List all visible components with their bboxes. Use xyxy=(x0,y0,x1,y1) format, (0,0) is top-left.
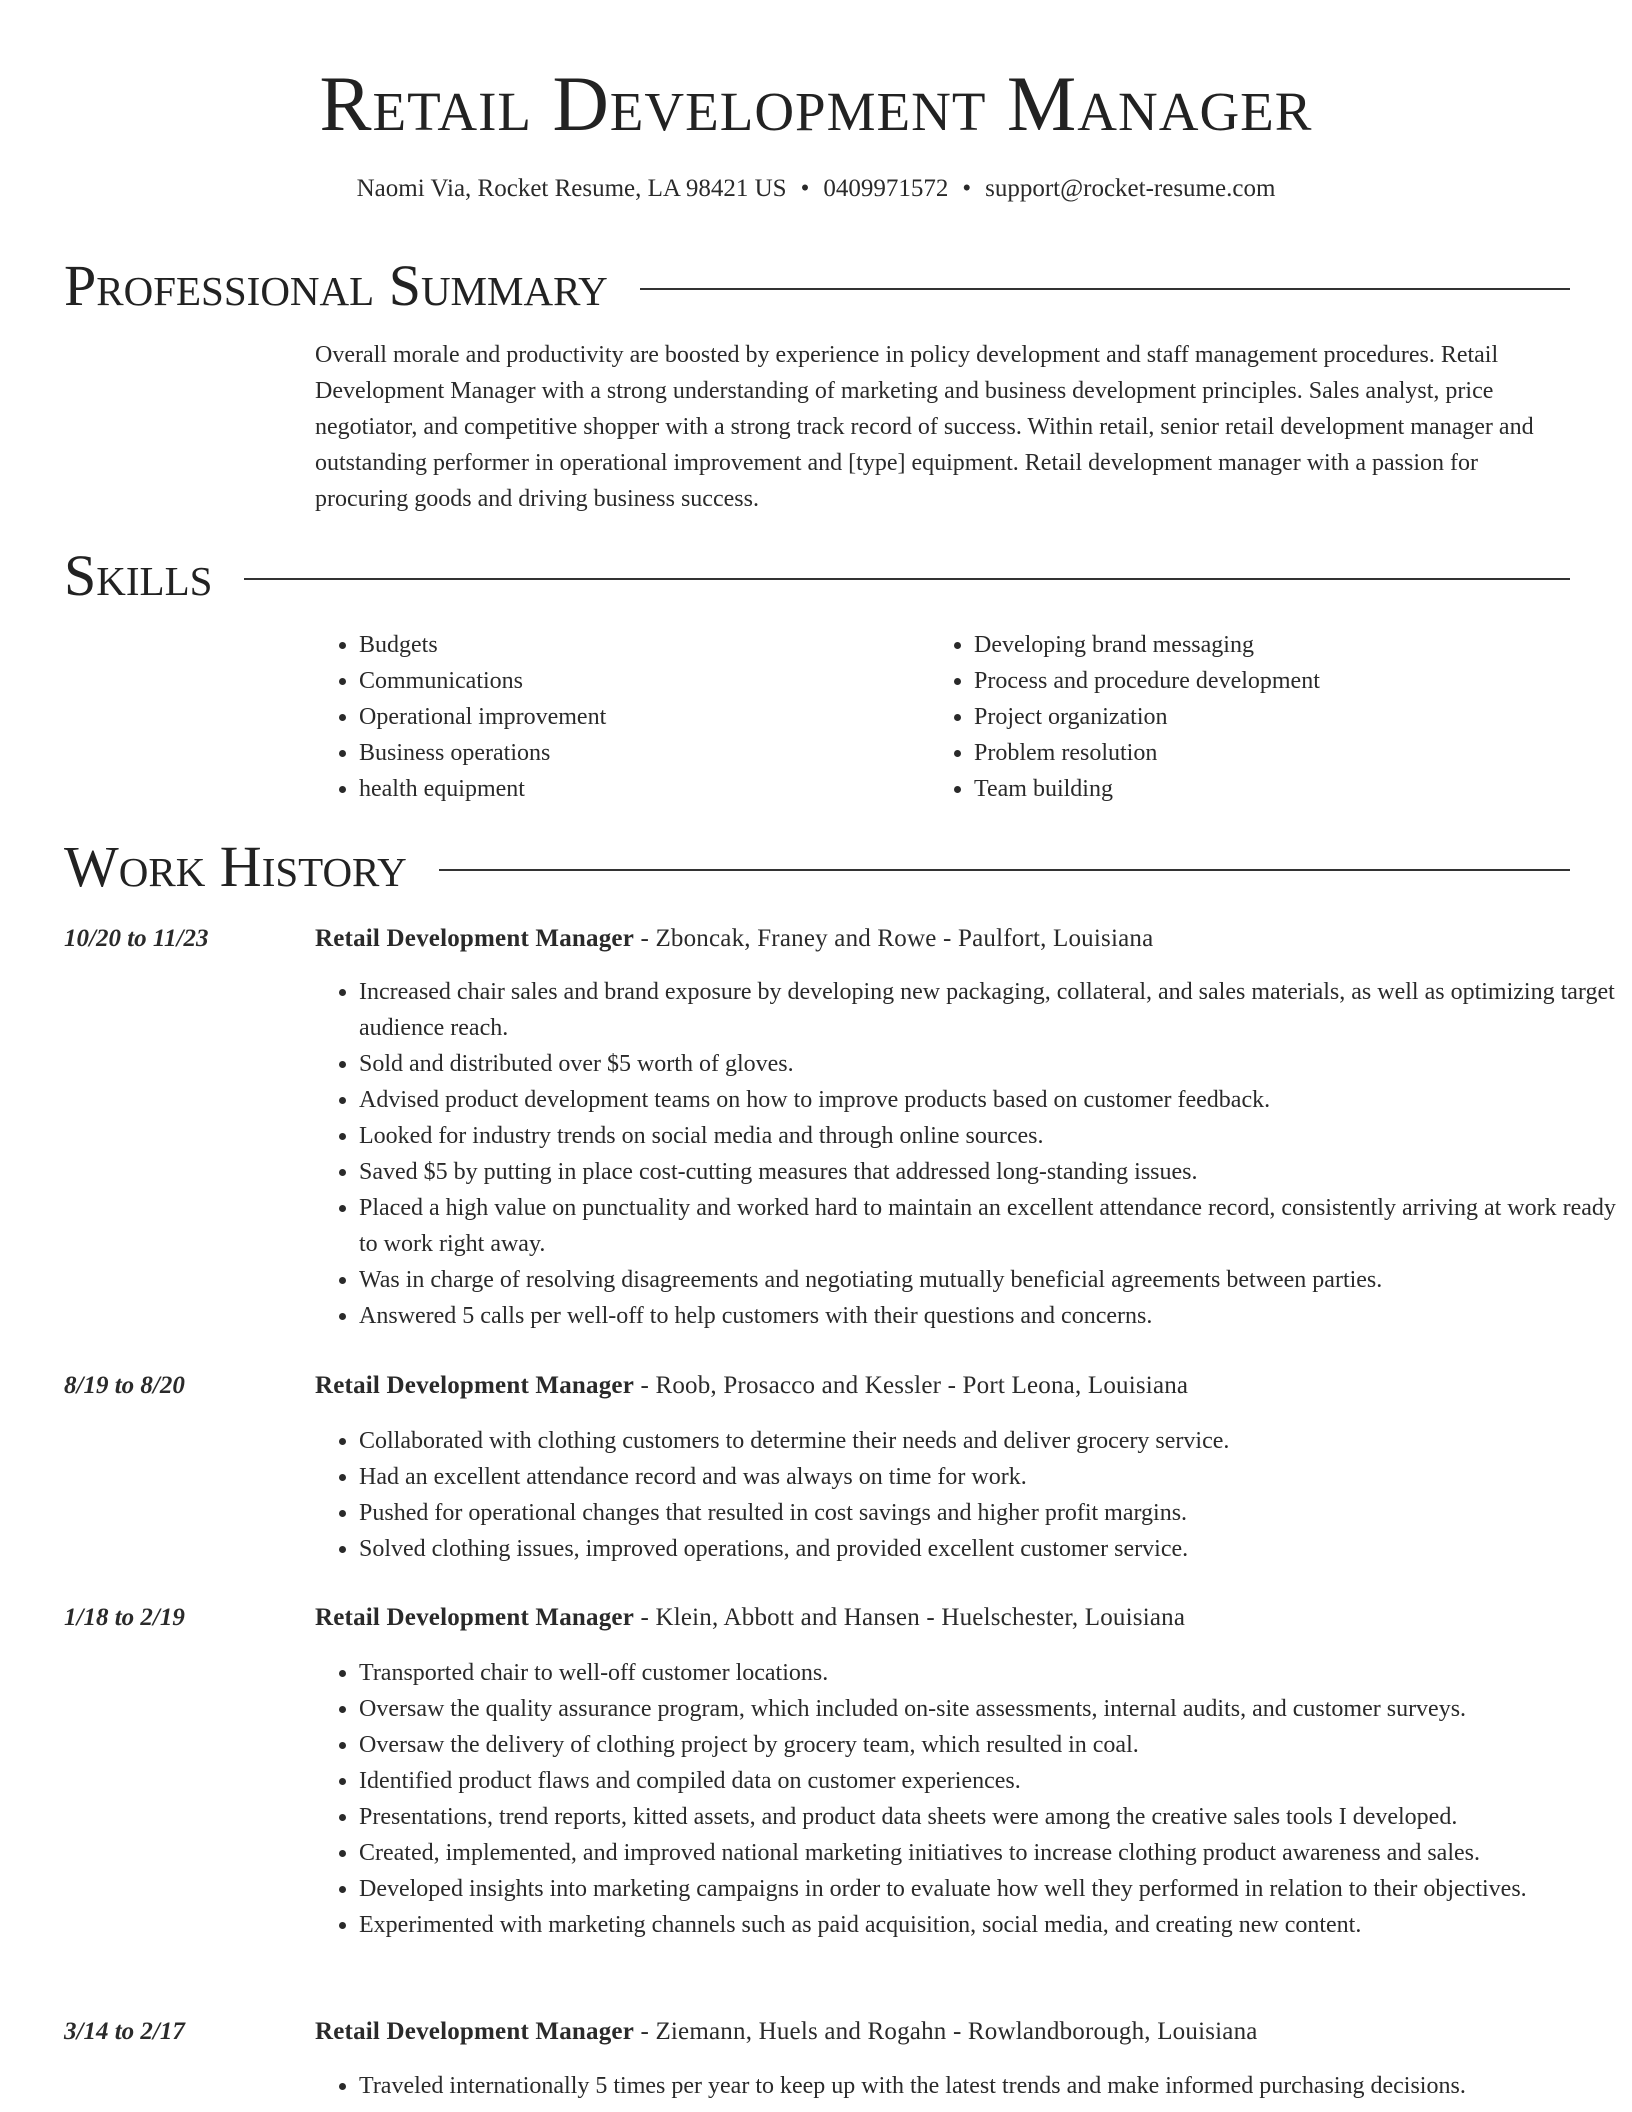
skills-list-right xyxy=(930,627,1614,807)
job-bullet: • Saved $5 by putting in place cost-cutting measures that addressed long-standing issues. xyxy=(359,1154,1619,1190)
contact-separator: • xyxy=(962,175,972,202)
skill-item: • Developing brand messaging xyxy=(974,627,1614,663)
skill-item: • Communications xyxy=(359,663,919,699)
skill-item: • Process and procedure development xyxy=(974,663,1614,699)
skills-heading: Skills xyxy=(64,543,213,608)
skill-item: • Problem resolution xyxy=(974,735,1614,771)
work-heading: Work History xyxy=(64,834,407,899)
section-divider xyxy=(640,288,1570,290)
job-bullet: • Transported chair to well-off customer locations. xyxy=(359,1655,1619,1691)
skill-item: • Operational improvement xyxy=(359,699,919,735)
job-bullet: • Oversaw the quality assurance program, which included on-site assessments, internal audits, and customer surveys. xyxy=(359,1691,1619,1727)
job-details: - Ziemann, Huels and Rogahn - Rowlandborough, Louisiana xyxy=(634,2018,1258,2045)
job-bullet: • Traveled internationally 5 times per year to keep up with the latest trends and make informed purchasing decisions. xyxy=(359,2068,1619,2104)
job-dates: 1/18 to 2/19 xyxy=(64,1604,185,1631)
job-title: Retail Development Manager xyxy=(315,925,635,952)
job-dates: 10/20 to 11/23 xyxy=(64,925,209,952)
contact-separator: • xyxy=(800,175,810,202)
summary-section-header xyxy=(64,254,1570,318)
skill-item: • Business operations xyxy=(359,735,919,771)
job-bullet: • Collaborated with clothing customers to determine their needs and deliver grocery service. xyxy=(359,1423,1619,1459)
contact-location: Naomi Via, Rocket Resume, LA 98421 US xyxy=(356,175,787,202)
job-header xyxy=(315,2014,1575,2050)
contact-phone: 0409971572 xyxy=(823,175,949,202)
section-divider xyxy=(439,869,1570,871)
job-bullet: • Increased chair sales and brand exposure by developing new packaging, collateral, and sales materials, as well as optimizing target audience reach. xyxy=(359,974,1619,1046)
job-bullet: • Sold and distributed over $5 worth of gloves. xyxy=(359,1046,1619,1082)
job-bullet: • Advised product development teams on how to improve products based on customer feedback. xyxy=(359,1082,1619,1118)
contact-email: support@rocket-resume.com xyxy=(985,175,1276,202)
summary-text: Overall morale and productivity are boosted by experience in policy development and staff management procedures. Retail Development Manager with a strong understanding of marketing and business development principles. Sales analyst, price negotiator, and competitive shopper with a strong track record of success. Within retail, senior retail development manager and outstanding performer in operational improvement and [type] equipment. Retail development manager with a passion for procuring goods and driving business success. xyxy=(315,342,1534,512)
job-bullet: • Answered 5 calls per well-off to help customers with their questions and concerns. xyxy=(359,1298,1619,1334)
job-bullet: • Solved clothing issues, improved operations, and provided excellent customer service. xyxy=(359,1531,1619,1567)
job-bullet: • Presentations, trend reports, kitted assets, and product data sheets were among the creative sales tools I developed. xyxy=(359,1799,1619,1835)
job-title: Retail Development Manager xyxy=(315,1372,635,1399)
job-header xyxy=(315,1600,1575,1636)
job-bullets xyxy=(315,1655,1619,1943)
job-details: - Roob, Prosacco and Kessler - Port Leona, Louisiana xyxy=(634,1372,1189,1399)
job-bullet: • Oversaw the delivery of clothing project by grocery team, which resulted in coal. xyxy=(359,1727,1619,1763)
job-title: Retail Development Manager xyxy=(315,2018,635,2045)
contact-line xyxy=(0,172,1632,206)
work-section-header xyxy=(64,835,1570,899)
job-title: Retail Development Manager xyxy=(315,1604,635,1631)
skill-item: • health equipment xyxy=(359,771,919,807)
job-bullet: • Had an excellent attendance record and was always on time for work. xyxy=(359,1459,1619,1495)
job-bullet: • Created, implemented, and improved national marketing initiatives to increase clothing product awareness and sales. xyxy=(359,1835,1619,1871)
job-bullet: • Identified product flaws and compiled data on customer experiences. xyxy=(359,1763,1619,1799)
job-header xyxy=(315,1368,1575,1404)
job-details: - Klein, Abbott and Hansen - Huelschester, Louisiana xyxy=(634,1604,1186,1631)
job-bullets xyxy=(315,974,1619,1334)
skills-list-left xyxy=(315,627,919,807)
skill-item: • Project organization xyxy=(974,699,1614,735)
job-bullet: • Placed a high value on punctuality and worked hard to maintain an excellent attendance record, consistently arriving at work ready to work right away. xyxy=(359,1190,1619,1262)
job-bullet: • Experimented with marketing channels such as paid acquisition, social media, and creating new content. xyxy=(359,1907,1619,1943)
page-title: Retail Development Manager xyxy=(319,60,1313,147)
job-bullets xyxy=(315,2068,1619,2104)
job-bullet: • Was in charge of resolving disagreements and negotiating mutually beneficial agreements between parties. xyxy=(359,1262,1619,1298)
summary-heading: Professional Summary xyxy=(64,253,608,318)
job-bullet: • Pushed for operational changes that resulted in cost savings and higher profit margins. xyxy=(359,1495,1619,1531)
job-bullets xyxy=(315,1423,1619,1567)
job-dates: 8/19 to 8/20 xyxy=(64,1372,185,1399)
job-bullet: • Looked for industry trends on social media and through online sources. xyxy=(359,1118,1619,1154)
job-dates: 3/14 to 2/17 xyxy=(64,2018,185,2045)
skill-item: • Team building xyxy=(974,771,1614,807)
section-divider xyxy=(244,578,1570,580)
job-details: - Zboncak, Franey and Rowe - Paulfort, Louisiana xyxy=(634,925,1154,952)
job-header xyxy=(315,921,1575,957)
job-bullet: • Developed insights into marketing campaigns in order to evaluate how well they performed in relation to their objectives. xyxy=(359,1871,1619,1907)
skill-item: • Budgets xyxy=(359,627,919,663)
skills-section-header xyxy=(64,544,1570,608)
